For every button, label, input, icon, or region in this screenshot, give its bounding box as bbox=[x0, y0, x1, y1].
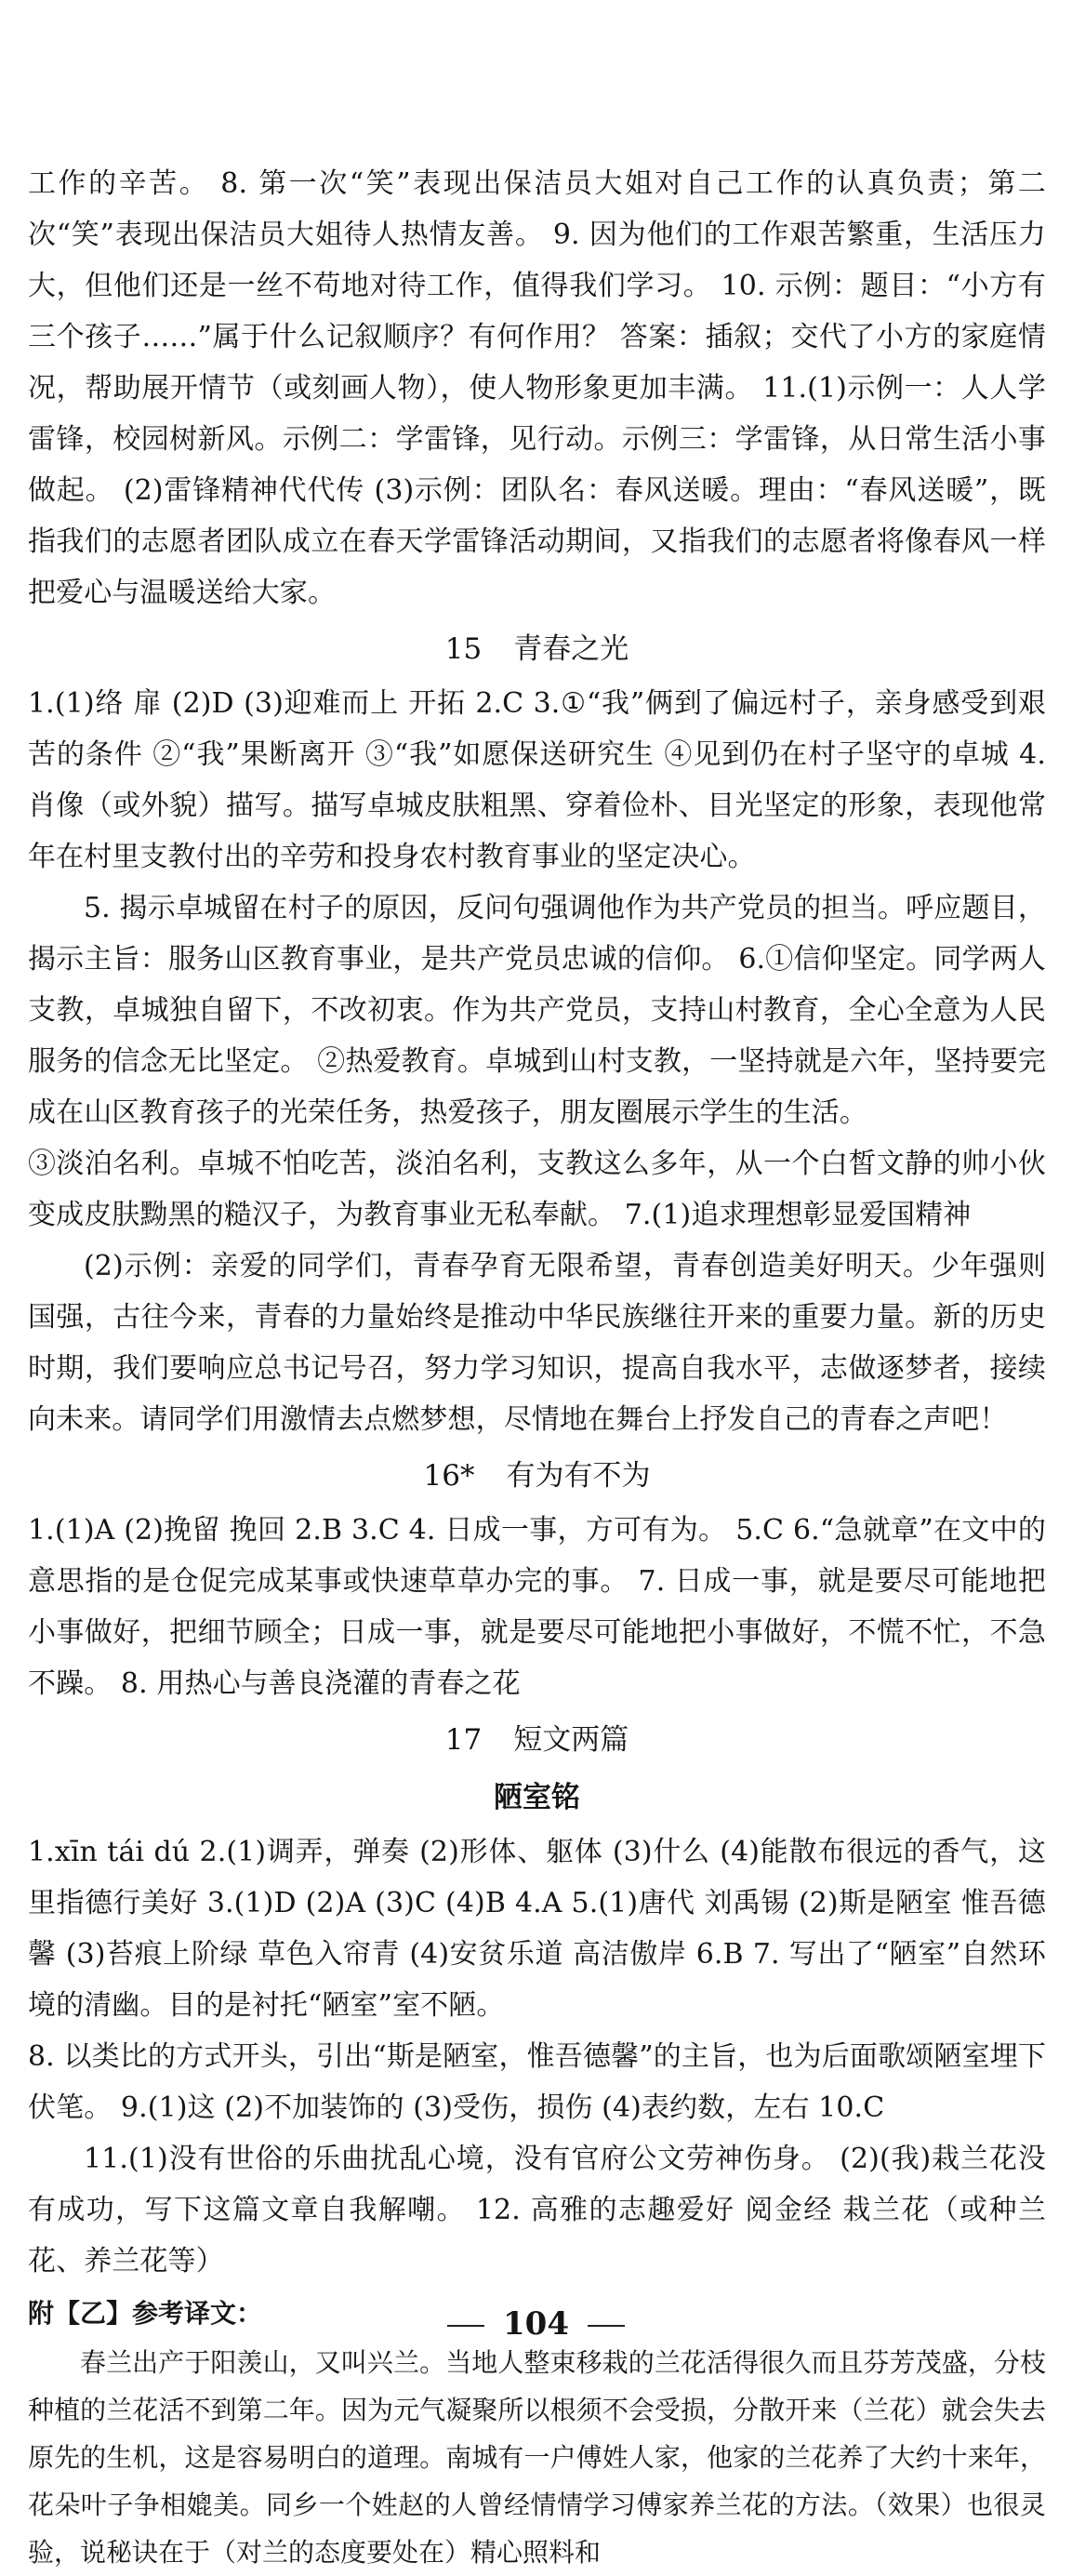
translation-paragraph: 春兰出产于阳羡山，又叫兴兰。当地人整束移栽的兰花活得很久而且芬芳茂盛，分枝种植的兰花活不到第二年。因为元气凝聚所以根须不会受损，分散开来（兰花）就会失去原先的生机，这是容易明白的道理。南城有一户傅姓人家，他家的兰花养了大约十来年，花朵叶子争相媲美。同乡一个姓赵的人曾经情情学习傅家养兰花的方法。（效果）也很灵验，说秘诀在于（对兰的态度要处在）精心照料和 bbox=[28, 2347, 1046, 2568]
page-number-text: 104 bbox=[503, 2305, 569, 2343]
answer-content bbox=[28, 158, 1046, 2576]
answer-paragraph: 5. 揭示卓城留在村子的原因，反问句强调他作为共产党员的担当。呼应题目，揭示主旨：服务山区教育事业，是共产党员忠诚的信仰。 6.①信仰坚定。同学两人支教，卓城独自留下，不改初衷。作为共产党员，支持山村教育，全心全意为人民服务的信念无比坚定。 ②热爱教育。卓城到山村支教，一坚持就是六年，坚持要完成在山区教育孩子的光荣任务，热爱孩子，朋友圈展示学生的生活。 bbox=[28, 892, 1046, 1129]
lesson-number: 15 bbox=[444, 632, 483, 666]
answer-paragraph: 工作的辛苦。 8. 第一次“笑”表现出保洁员大姐对自己工作的认真负责；第二次“笑”表现出保洁员大姐待人热情友善。 9. 因为他们的工作艰苦繁重，生活压力大，但他们还是一丝不苟地对待工作，值得我们学习。 10. 示例：题目：“小方有三个孩子……”属于什么记叙顺序？有何作用？ 答案：插叙；交代了小方的家庭情况，帮助展开情节（或刻画人物），使人物形象更加丰满。 11.(1)示例一：人人学雷锋，校园树新风。示例二：学雷锋，见行动。示例三：学雷锋，从日常生活小事做起。 (2)雷锋精神代代传 (3)示例：团队名：春风送暖。理由：“春风送暖”，既指我们的志愿者团队成立在春天学雷锋活动期间，又指我们的志愿者将像春风一样把爱心与温暖送给大家。 bbox=[28, 167, 1046, 609]
answer-paragraph: 8. 以类比的方式开头，引出“斯是陋室，惟吾德馨”的主旨，也为后面歌颂陋室埋下伏笔。 9.(1)这 (2)不加装饰的 (3)受伤，损伤 (4)表约数，左右 10.C bbox=[28, 2040, 1046, 2124]
lesson-number: 16* bbox=[423, 1459, 475, 1493]
lesson-heading bbox=[28, 1711, 1046, 1769]
lesson-title: 青春之光 bbox=[513, 632, 629, 666]
page-number bbox=[0, 2304, 1072, 2344]
lesson-title: 有为有不为 bbox=[506, 1459, 651, 1493]
answer-paragraph: ③淡泊名利。卓城不怕吃苦，淡泊名利，支教这么多年，从一个白皙文静的帅小伙变成皮肤黝黑的糙汉子，为教育事业无私奉献。 7.(1)追求理想彰显爱国精神 bbox=[28, 1148, 1046, 1231]
right-dash bbox=[588, 2325, 625, 2327]
answer-paragraph: 1.xīn tái dú 2.(1)调弄，弹奏 (2)形体、躯体 (3)什么 (4)能散布很远的香气，这里指德行美好 3.(1)D (2)A (3)C (4)B 4.A 5.(1)唐代 刘禹锡 (2)斯是陋室 惟吾德馨 (3)苔痕上阶绿 草色入帘青 (4)安贫乐道 高洁傲岸 6.B 7. 写出了“陋室”自然环境的清幽。目的是衬托“陋室”室不陋。 bbox=[28, 1836, 1046, 2022]
lesson-heading bbox=[28, 1447, 1046, 1505]
answer-paragraph: 1.(1)络 扉 (2)D (3)迎难而上 开拓 2.C 3.①“我”俩到了偏远村子，亲身感受到艰苦的条件 ②“我”果断离开 ③“我”如愿保送研究生 ④见到仍在村子坚守的卓城 4. 肖像（或外貌）描写。描写卓城皮肤粗黑、穿着俭朴、目光坚定的形象，表现他常年在村里支教付出的辛劳和投身农村教育事业的坚定决心。 bbox=[28, 687, 1046, 873]
lesson-title: 短文两篇 bbox=[513, 1723, 629, 1757]
left-dash bbox=[447, 2325, 484, 2327]
lesson-number: 17 bbox=[444, 1723, 483, 1757]
answer-paragraph: 11.(1)没有世俗的乐曲扰乱心境，没有官府公文劳神伤身。 (2)(我)栽兰花没有成功，写下这篇文章自我解嘲。 12. 高雅的志趣爱好 阅金经 栽兰花（或种兰花、养兰花等） bbox=[28, 2143, 1046, 2277]
lesson-heading bbox=[28, 620, 1046, 678]
section-subheading: 陋室铭 bbox=[494, 1781, 580, 1814]
answer-paragraph: 1.(1)A (2)挽留 挽回 2.B 3.C 4. 日成一事，方可有为。 5.C 6.“急就章”在文中的意思指的是仓促完成某事或快速草草办完的事。 7. 日成一事，就是要尽可能地把小事做好，把细节顾全；日成一事，就是要尽可能地把小事做好，不慌不忙，不急不躁。 8. 用热心与善良浇灌的青春之花 bbox=[28, 1514, 1046, 1700]
appendix-title: 附【乙】参考译文： bbox=[28, 2298, 263, 2329]
answer-paragraph: (2)示例：亲爱的同学们，青春孕育无限希望，青春创造美好明天。少年强则国强，古往今来，青春的力量始终是推动中华民族继往开来的重要力量。新的历史时期，我们要响应总书记号召，努力学习知识，提高自我水平，志做逐梦者，接续向未来。请同学们用激情去点燃梦想，尽情地在舞台上抒发自己的青春之声吧！ bbox=[28, 1250, 1046, 1436]
